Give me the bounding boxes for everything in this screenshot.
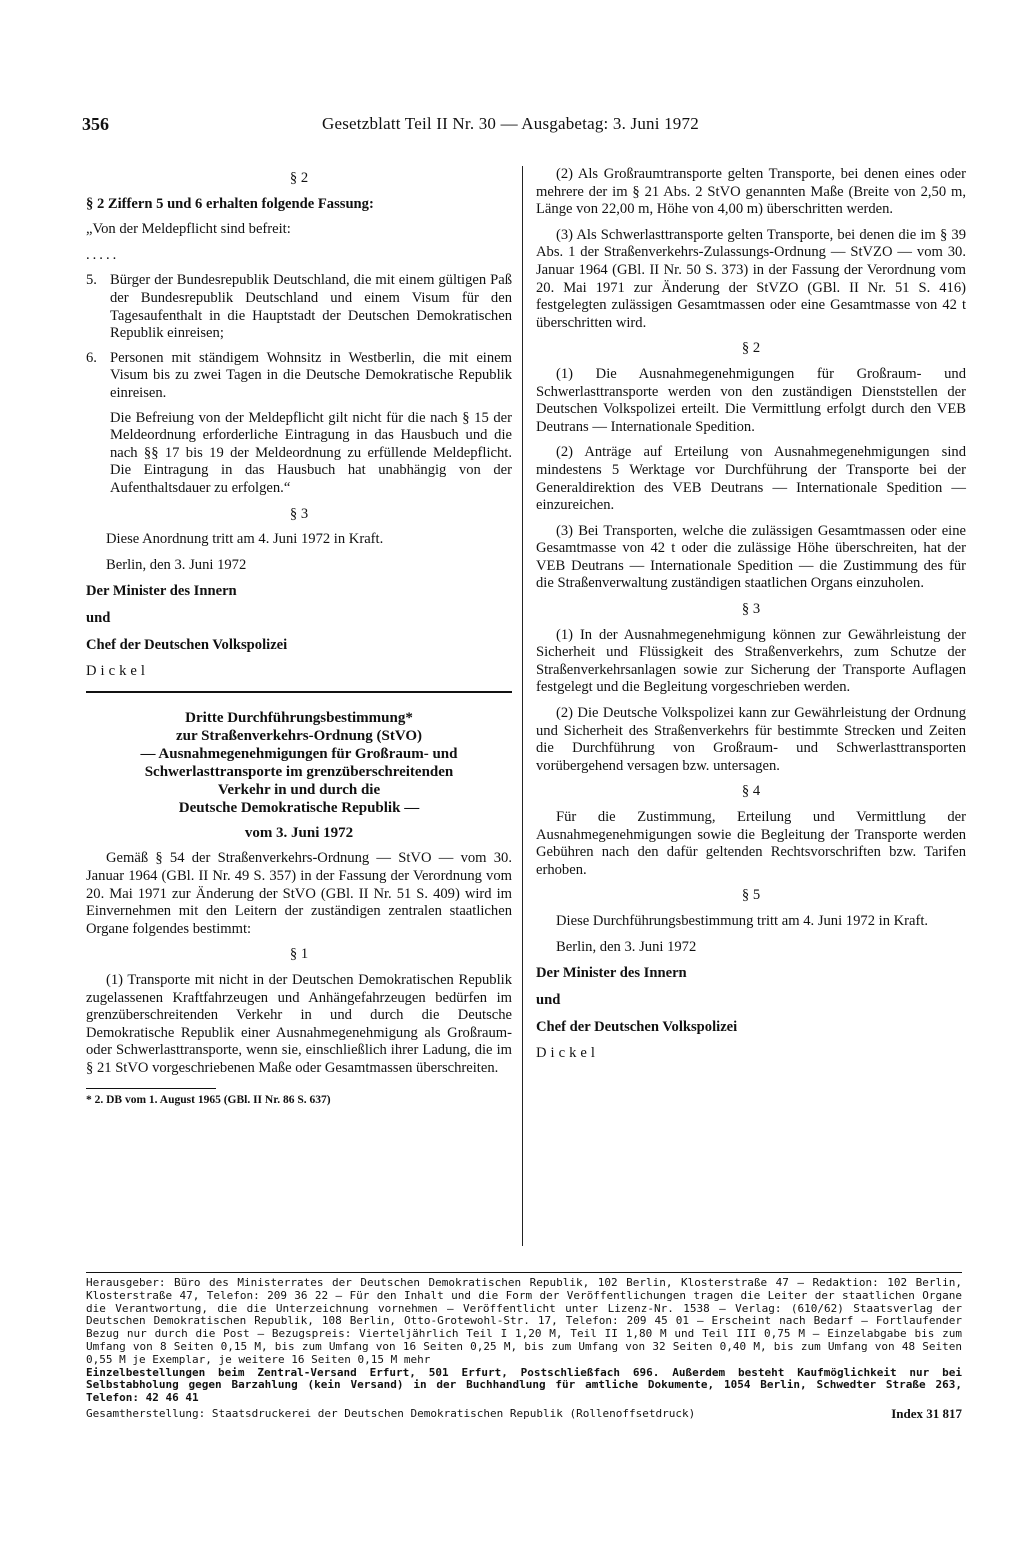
signature-and: und xyxy=(86,610,111,627)
section-heading: § 3 xyxy=(741,601,761,618)
list-item xyxy=(86,272,512,342)
imprint-rule xyxy=(86,1272,962,1273)
item-number: 6. xyxy=(86,349,97,366)
imprint-orders: Einzelbestellungen beim Zentral-Versand Erfurt, 501 Erfurt, Postschließfach 696. Außerdem besteht Kaufmöglichkeit nur bei Selbstabholung gegen Barzahlung (kein Versand) in der Buchhandlung für amtliche Dokumente, 1054 Berlin, Schwedter Straße 263, Telefon: 42 46 41 xyxy=(86,1365,962,1405)
signature-title: Chef der Deutschen Volkspolizei xyxy=(536,1019,738,1036)
page-header xyxy=(82,114,762,140)
item-text: Bürger der Bundesrepublik Deutschland, die mit einem gültigen Paß der Bundesrepublik Deutschland und einem Visum für den Tagesaufenthalt in die Hauptstadt der Deutschen Demokratischen Republik einreisen; xyxy=(110,272,512,342)
signature-title: Chef der Deutschen Volkspolizei xyxy=(86,637,288,654)
paragraph: (3) Bei Transporten, welche die zulässigen Gesamtmassen oder eine Gesamtmasse von 42 t oder die zulässige Höhe überschreiten, hat der VEB Deutrans — Internationale Spedition — die Zustimmung des für die Straßenverwaltung zuständigen staatlichen Organs einzuholen. xyxy=(536,522,966,592)
title-line: Deutsche Demokratische Republik — xyxy=(178,799,420,816)
right-column xyxy=(536,166,966,1071)
paragraph: (2) Anträge auf Erteilung von Ausnahmegenehmigungen sind mindestens 5 Werktage vor Durchführung der Transporte bei der Generaldirektion des VEB Deutrans — Internationale Spedition — einzureichen. xyxy=(536,444,966,514)
header-title: Gesetzblatt Teil II Nr. 30 — Ausgabetag: 3. Juni 1972 xyxy=(322,114,699,133)
exemption-paragraph: Die Befreiung von der Meldepflicht gilt nicht für die nach § 15 der Meldeordnung erforderliche Eintragung in das Hausbuch und die nach §§ 17 bis 19 der Meldeordnung zu erfüllende Meldepflicht. Die Eintragung in das Hausbuch hat unabhängig von der Aufenthaltsdauer zu erfolgen.“ xyxy=(110,409,512,496)
section-divider xyxy=(86,691,512,693)
signature-and: und xyxy=(536,992,561,1009)
item-number: 5. xyxy=(86,272,97,289)
signatory-name: Dickel xyxy=(86,663,149,680)
section-heading: § 5 xyxy=(741,887,761,904)
paragraph: (1) In der Ausnahmegenehmigung können zur Gewährleistung der Sicherheit und Flüssigkeit des Straßenverkehrs, zum Schutze der Straßenverkehrsanlagen sowie zur Sicherung der Transporte Auflagen festgelegt und die Begleitung vorgeschrieben werden. xyxy=(536,626,966,696)
imprint-footer xyxy=(86,1405,962,1421)
index-number: Index 31 817 xyxy=(891,1405,962,1421)
paragraph: (3) Als Schwerlasttransporte gelten Transporte, bei denen die im § 39 Abs. 1 der Straßenverkehrs-Zulassungs-Ordnung — StVZO — vom 30. Januar 1964 (GBl. II Nr. 50 S. 373) in der Fassung der Verordnung vom 20. Mai 1971 zur Änderung der StVZO (GBl. II Nr. 51 S. 416) festgelegten zulässigen Gesamtmassen oder eine Gesamtmasse von 42 t überschritten wird. xyxy=(536,226,966,331)
ellipsis: ..... xyxy=(86,246,120,263)
footnote-text: * 2. DB vom 1. August 1965 (GBl. II Nr. 86 S. 637) xyxy=(86,1093,331,1106)
page-number: 356 xyxy=(82,114,109,134)
paragraph: (1) Die Ausnahmegenehmigungen für Großraum- und Schwerlasttransporte werden von den zuständigen Dienststellen der Deutschen Volkspolizei erteilt. Die Vermittlung erfolgt durch den VEB Deutrans — Internationale Spedition. xyxy=(536,365,966,435)
imprint xyxy=(86,1272,962,1421)
paragraph: Für die Zustimmung, Erteilung und Vermittlung der Ausnahmegenehmigungen sowie die Begleitung der Transporte werden Gebühren nach den dafür geltenden Rechtsvorschriften bzw. Tarifen erhoben. xyxy=(536,809,966,878)
signature-title: Der Minister des Innern xyxy=(536,965,687,982)
amendment-intro: § 2 Ziffern 5 und 6 erhalten folgende Fassung: xyxy=(86,195,374,212)
section-heading: § 2 xyxy=(289,170,309,186)
left-column xyxy=(86,166,512,1109)
signatory-name: Dickel xyxy=(536,1045,599,1062)
item-text: Personen mit ständigem Wohnsitz in Westberlin, die mit einem Visum bis zu zwei Tagen in die Deutsche Demokratische Republik einreisen. xyxy=(110,349,512,401)
quote-intro: „Von der Meldepflicht sind befreit: xyxy=(86,221,291,238)
footnote-rule xyxy=(86,1088,216,1089)
section-heading: § 2 xyxy=(741,340,761,357)
title-line: — Ausnahmegenehmigungen für Großraum- und xyxy=(140,745,458,762)
regulation-title xyxy=(86,709,512,817)
regulation-date: vom 3. Juni 1972 xyxy=(244,824,354,841)
title-line: Schwerlasttransporte im grenzüberschreitenden xyxy=(144,763,454,780)
footnote xyxy=(86,1088,512,1110)
signature-title: Der Minister des Innern xyxy=(86,583,237,600)
imprint-printer: Gesamtherstellung: Staatsdruckerei der Deutschen Demokratischen Republik (Rollenoffsetdruck) xyxy=(86,1406,696,1420)
paragraph: (2) Als Großraumtransporte gelten Transporte, bei denen eines oder mehrere der im § 21 Abs. 2 StVO genannten Maße (Breite von 2,50 m, Länge von 22,00 m, Höhe von 4,00 m) überschritten werden. xyxy=(536,166,966,218)
section-heading: § 4 xyxy=(741,783,761,800)
section-heading: § 1 xyxy=(289,946,309,963)
column-divider xyxy=(522,166,523,1246)
list-item xyxy=(86,350,512,403)
place-date: Berlin, den 3. Juni 1972 xyxy=(106,556,247,573)
place-date: Berlin, den 3. Juni 1972 xyxy=(556,938,697,955)
effective-date-text: Diese Anordnung tritt am 4. Juni 1972 in Kraft. xyxy=(106,531,384,548)
paragraph: (1) Transporte mit nicht in der Deutschen Demokratischen Republik zugelassenen Kraftfahrzeugen und Anhängefahrzeugen bedürfen im grenzüberschreitenden Verkehr in und durch die Deutsche Demokratische Republik einer Ausnahmegenehmigung als Großraum- oder Schwerlasttransporte, wenn sie, einschließlich ihrer Ladung, die im § 21 StVO vorgeschriebenen Maße oder Gesamtmassen überschreiten. xyxy=(86,972,512,1076)
paragraph: Diese Durchführungsbestimmung tritt am 4. Juni 1972 in Kraft. xyxy=(556,912,929,929)
section-heading: § 3 xyxy=(289,505,309,522)
title-line: Dritte Durchführungsbestimmung* xyxy=(185,709,413,726)
title-line: zur Straßenverkehrs-Ordnung (StVO) xyxy=(175,727,423,744)
paragraph: (2) Die Deutsche Volkspolizei kann zur Gewährleistung der Ordnung und Sicherheit des Straßenverkehrs für bestimmte Strecken und Zeiten die Durchführung von Großraum- und Schwerlasttransporten vorübergehend versagen bzw. untersagen. xyxy=(536,705,966,774)
preamble: Gemäß § 54 der Straßenverkehrs-Ordnung — StVO — vom 30. Januar 1964 (GBl. II Nr. 49 S. 357) in der Fassung der Verordnung vom 20. Mai 1971 zur Änderung der StVO (GBl. II Nr. 51 S. 409) wird im Einvernehmen mit den Leitern der zuständigen zentralen staatlichen Organe folgendes bestimmt: xyxy=(86,850,512,937)
title-line: Verkehr in und durch die xyxy=(217,781,381,798)
imprint-publisher: Herausgeber: Büro des Ministerrates der Deutschen Demokratischen Republik, 102 Berlin, Klosterstraße 47 — Redaktion: 102 Berlin, Klosterstraße 47, Telefon: 209 36 22 — Für den Inhalt und die Form der Veröffentlichungen tragen die Leiter der staatlichen Organe die Verantwortung, die die Unterzeichnung vornehmen — Veröffentlicht unter Lizenz-Nr. 1538 — Verlag: (610/62) Staatsverlag der Deutschen Demokratischen Republik, 108 Berlin, Otto-Grotewohl-Str. 17, Telefon: 209 45 01 — Erscheint nach Bedarf — Fortlaufender Bezug nur durch die Post — Bezugspreis: Vierteljährlich Teil I 1,20 M, Teil II 1,80 M und Teil III 0,75 M — Einzelabgabe bis zum Umfang von 8 Seiten 0,15 M, bis zum Umfang von 16 Seiten 0,25 M, bis zum Umfang von 32 Seiten 0,40 M, bis zum Umfang von 48 Seiten 0,55 M je Exemplar, je weitere 16 Seiten 0,15 M mehr xyxy=(86,1276,962,1366)
